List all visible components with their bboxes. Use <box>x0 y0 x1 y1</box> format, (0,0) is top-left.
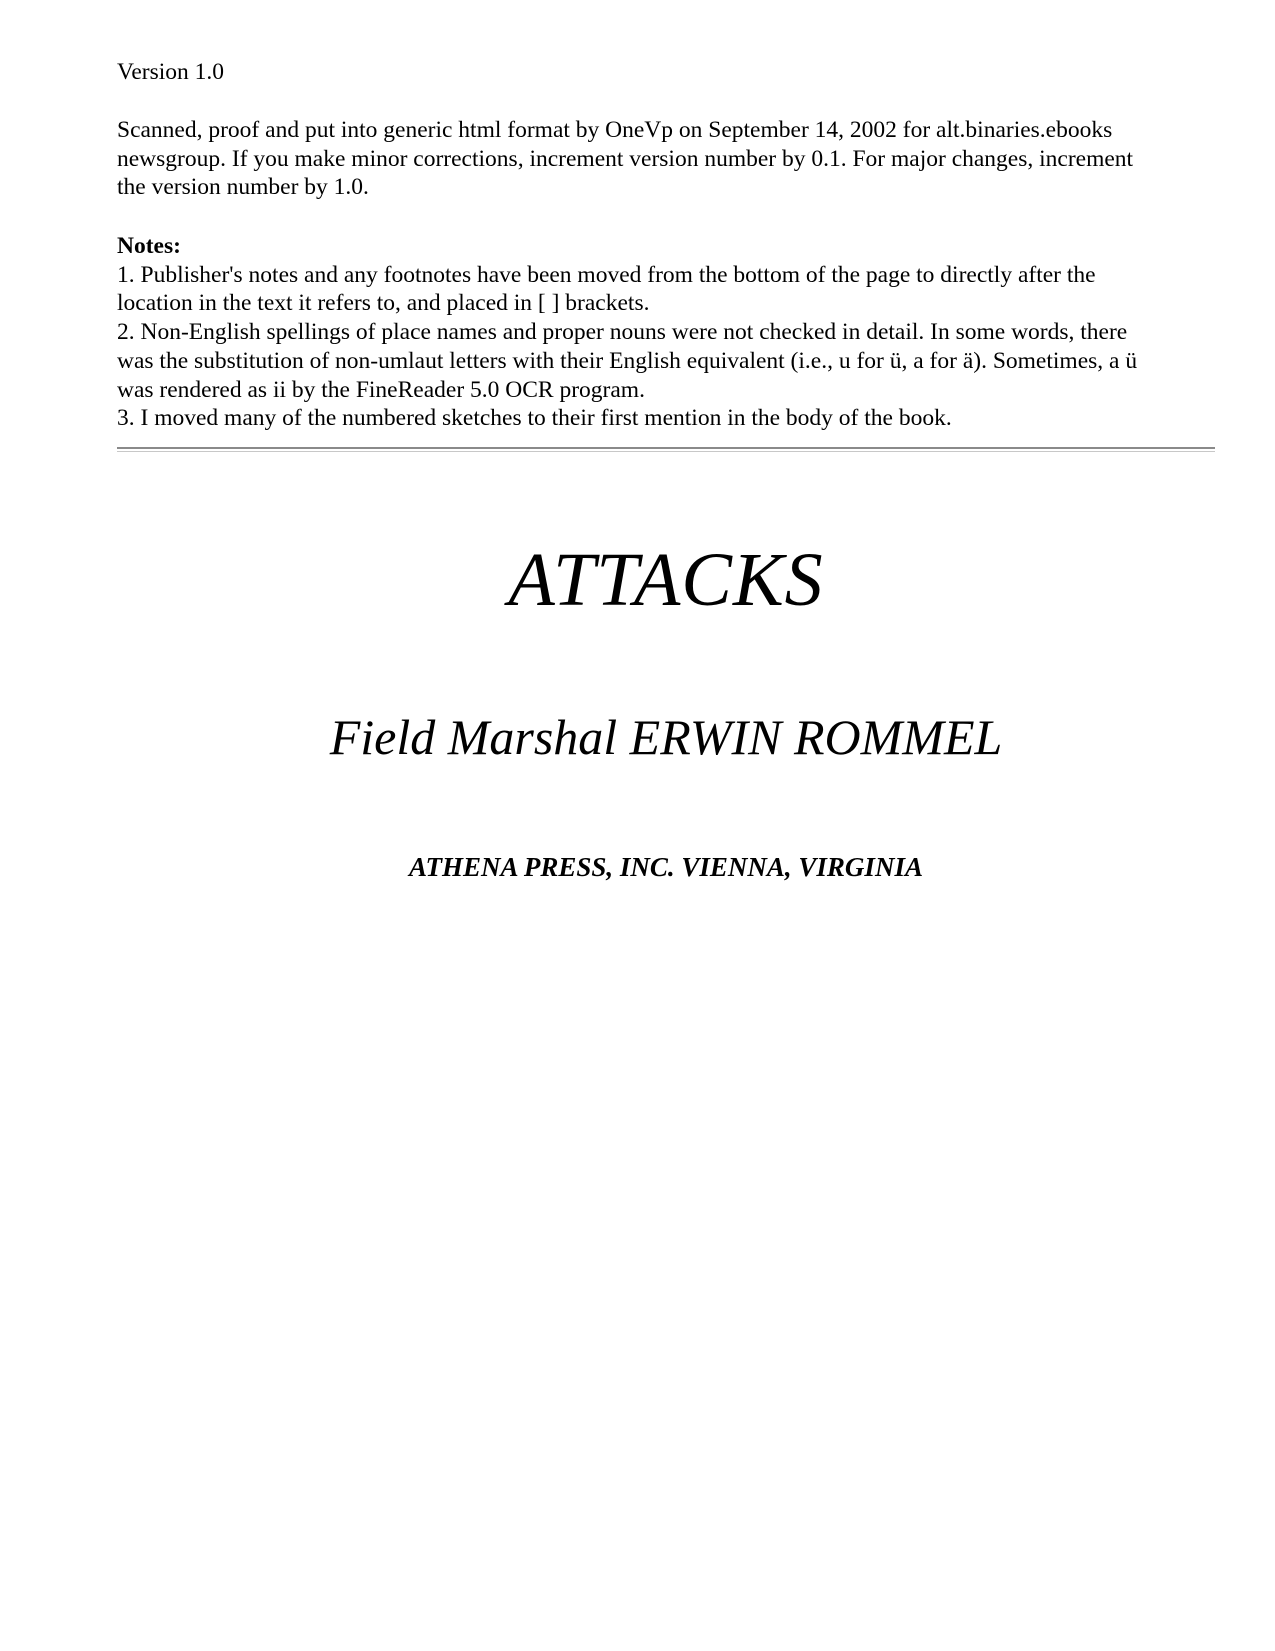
horizontal-rule <box>117 447 1215 452</box>
note-line: 3. I moved many of the numbered sketches to their first mention in the body of the book. <box>117 405 952 432</box>
intro-line: the version number by 1.0. <box>117 174 369 200</box>
note-line: was the substitution of non-umlaut letters with their English equivalent (i.e., u for ü, a for ä). Sometimes, a ü <box>117 347 1138 374</box>
intro-paragraph <box>117 116 1217 202</box>
note-line: 2. Non-English spellings of place names and proper nouns were not checked in detail. In some words, there <box>117 319 1128 346</box>
note-line: was rendered as ii by the FineReader 5.0 OCR program. <box>117 376 645 403</box>
book-publisher: ATHENA PRESS, INC. VIENNA, VIRGINIA <box>409 852 923 882</box>
notes-section <box>117 232 1217 433</box>
note-line: 1. Publisher's notes and any footnotes have been moved from the bottom of the page to directly after the <box>117 261 1096 288</box>
intro-line: Scanned, proof and put into generic html format by OneVp on September 14, 2002 for alt.binaries.ebooks <box>117 117 1113 143</box>
book-title: ATTACKS <box>508 538 824 622</box>
intro-line: newsgroup. If you make minor corrections, increment version number by 0.1. For major changes, increment <box>117 145 1134 172</box>
version-label: Version 1.0 <box>117 59 225 85</box>
note-line: location in the text it refers to, and placed in [ ] brackets. <box>117 290 650 317</box>
notes-heading: Notes: <box>117 233 181 259</box>
book-author: Field Marshal ERWIN ROMMEL <box>329 709 1003 765</box>
